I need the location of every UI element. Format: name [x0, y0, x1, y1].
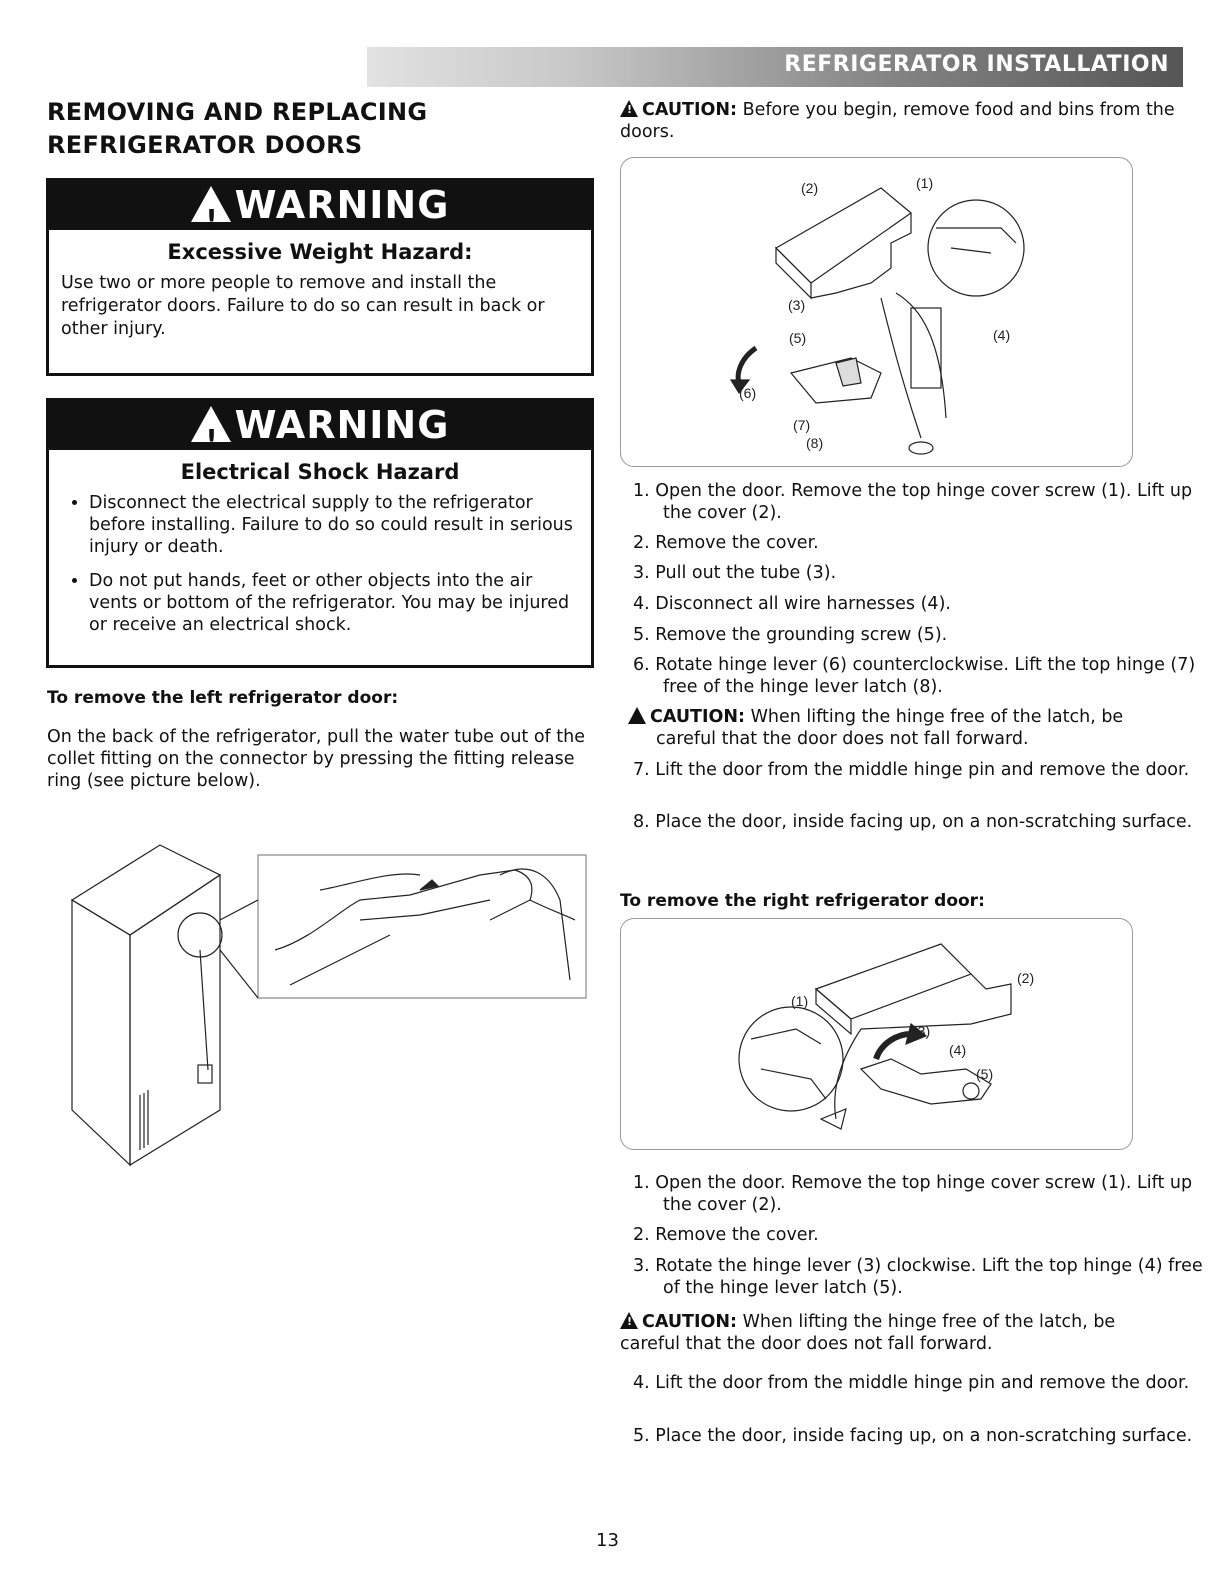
fig1-label-5: (5)	[789, 330, 807, 346]
step-item: 3. Rotate the hinge lever (3) clockwise. Lift the top hinge (4) free of the hinge lever latch (5).	[633, 1256, 1203, 1298]
step-item: 4. Disconnect all wire harnesses (4).	[633, 594, 951, 614]
fig2-label-3: (3)	[913, 1023, 931, 1039]
caution-mid	[607, 706, 1186, 750]
warning-triangle-icon: !	[191, 406, 231, 442]
page-title-line1: REMOVING AND REPLACING	[47, 98, 428, 126]
page-title-line2: REFRIGERATOR DOORS	[47, 131, 363, 159]
warning-box-weight	[46, 178, 594, 376]
hinge-figure-right-door	[620, 918, 1133, 1150]
water-tube-illustration	[60, 840, 590, 1170]
warning-bullet: • Do not put hands, feet or other objects into the air vents or bottom of the refrigerator. You may be injured or receive an electrical shock.	[89, 570, 579, 636]
warning-header	[49, 398, 591, 455]
warning-title: WARNING	[234, 183, 450, 227]
caution-bottom	[620, 1311, 1165, 1355]
page-title	[47, 96, 427, 162]
step-item: 1. Open the door. Remove the top hinge cover screw (1). Lift up the cover (2).	[633, 481, 1193, 523]
warning-subtitle: Electrical Shock Hazard	[180, 460, 460, 484]
caution-text: Before you begin, remove food and bins from the doors.	[620, 100, 1175, 142]
fig2-label-4: (4)	[949, 1042, 967, 1058]
warning-header	[49, 178, 591, 235]
caution-label: CAUTION:	[642, 100, 738, 120]
step-item: 5. Remove the grounding screw (5).	[633, 625, 948, 645]
step-item: 2. Remove the cover.	[633, 1225, 819, 1245]
caution-top	[620, 99, 1180, 143]
fig1-label-2: (2)	[801, 180, 819, 196]
caution-label: CAUTION:	[650, 707, 746, 727]
caution-text: When lifting the hinge free of the latch, be careful that the door does not fall forward.	[656, 707, 1124, 749]
hinge-figure-left-door	[620, 157, 1133, 467]
step-item: 7. Lift the door from the middle hinge pin and remove the door.	[633, 760, 1190, 780]
caution-text: When lifting the hinge free of the latch, be careful that the door does not fall forward.	[620, 1312, 1116, 1354]
caution-label: CAUTION:	[642, 1312, 738, 1332]
step-item: 3. Pull out the tube (3).	[633, 563, 837, 583]
right-door-heading: To remove the right refrigerator door:	[620, 891, 985, 911]
fig2-label-2: (2)	[1017, 970, 1035, 986]
hinge-illustration	[621, 158, 1132, 466]
warning-bullet-list	[49, 492, 591, 636]
hinge-illustration	[621, 919, 1132, 1149]
step-item: 8. Place the door, inside facing up, on a non-scratching surface.	[633, 812, 1193, 832]
fig1-label-7: (7)	[793, 417, 811, 433]
fig1-label-4: (4)	[993, 327, 1011, 343]
fig2-label-5: (5)	[976, 1066, 994, 1082]
warning-box-electrical	[46, 398, 594, 668]
step-item: 6. Rotate hinge lever (6) counterclockwise. Lift the top hinge (7) free of the hinge lever latch (8).	[633, 655, 1196, 697]
fig1-label-8: (8)	[806, 435, 824, 451]
page-number: 13	[596, 1530, 619, 1551]
fig2-label-1: (1)	[791, 993, 809, 1009]
step-item: 1. Open the door. Remove the top hinge cover screw (1). Lift up the cover (2).	[633, 1173, 1193, 1215]
warning-text: Use two or more people to remove and install the refrigerator doors. Failure to do so can result in back or other injury.	[61, 273, 545, 339]
section-banner-text: REFRIGERATOR INSTALLATION	[784, 52, 1169, 77]
warning-triangle-icon: !	[191, 186, 231, 222]
step-item: 4. Lift the door from the middle hinge pin and remove the door.	[633, 1373, 1190, 1393]
step-item: 5. Place the door, inside facing up, on a non-scratching surface.	[633, 1426, 1193, 1446]
section-banner	[367, 47, 1183, 87]
warning-title: WARNING	[234, 403, 450, 447]
left-door-heading: To remove the left refrigerator door:	[47, 688, 399, 708]
left-door-text: On the back of the refrigerator, pull the water tube out of the collet fitting on the connector by pressing the fitting release ring (see picture below).	[47, 727, 586, 791]
warning-subtitle: Excessive Weight Hazard:	[167, 240, 473, 264]
fig1-label-1: (1)	[916, 175, 934, 191]
fig1-label-3: (3)	[788, 297, 806, 313]
caution-icon: !	[628, 707, 646, 724]
caution-icon: !	[620, 100, 638, 117]
fig1-label-6: (6)	[739, 385, 757, 401]
warning-bullet: • Disconnect the electrical supply to the refrigerator before installing. Failure to do so could result in serious injury or death.	[89, 492, 579, 558]
caution-icon: !	[620, 1312, 638, 1329]
step-item: 2. Remove the cover.	[633, 533, 819, 553]
